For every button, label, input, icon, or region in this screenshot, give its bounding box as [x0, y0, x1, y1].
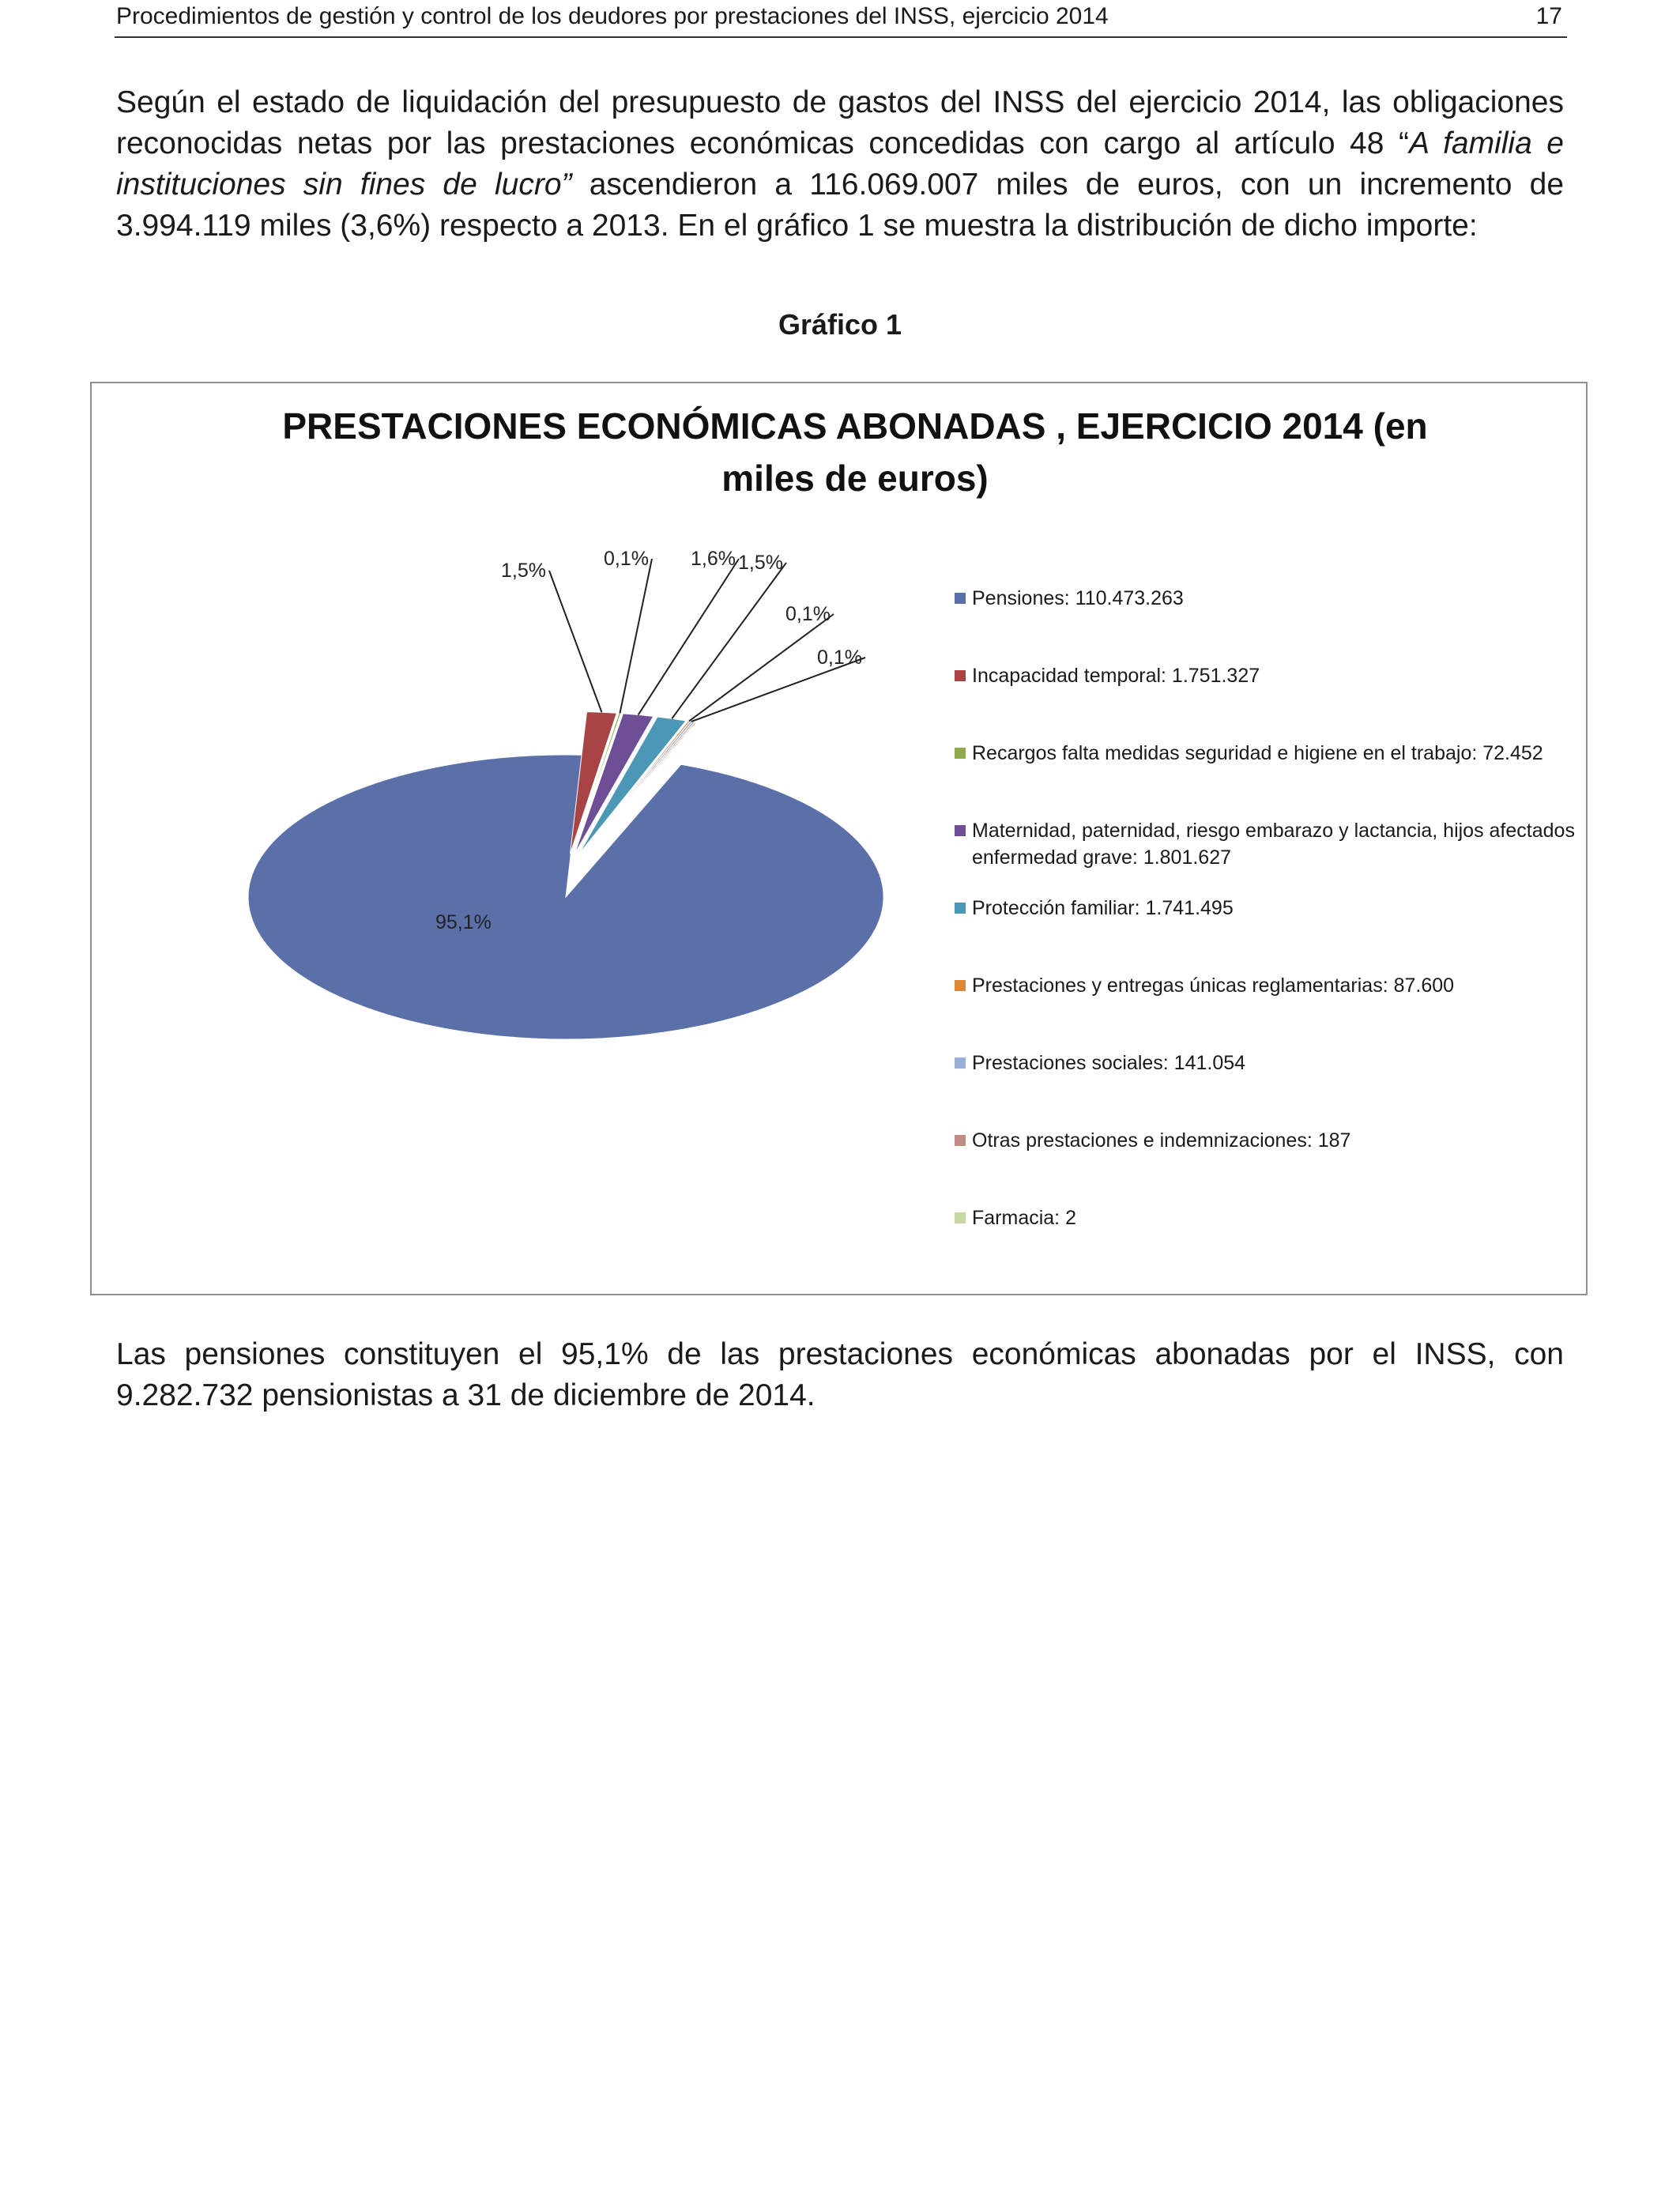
- legend-swatch: [955, 670, 966, 681]
- legend-swatch: [955, 1212, 966, 1223]
- legend-swatch: [955, 593, 966, 604]
- pie-leader-line: [672, 563, 786, 718]
- legend-item: [955, 740, 1579, 767]
- intro-italic: A familia e instituciones sin fines de lucro”: [116, 126, 1564, 202]
- pie-label: 0,1%: [604, 548, 649, 570]
- pie-slice: [248, 755, 883, 1039]
- intro-text-1: Según el estado de liquidación del presupuesto de gastos del INSS del ejercicio 2014, las obligaciones reconocidas netas por las prestaciones económicas concedidas con cargo al artículo 48 “: [116, 85, 1564, 160]
- legend-item: [955, 1050, 1579, 1076]
- chart-caption: Gráfico 1: [778, 308, 902, 341]
- pie-label: 0,1%: [817, 647, 862, 669]
- legend-swatch: [955, 1057, 966, 1069]
- legend-swatch: [955, 825, 966, 836]
- legend-label: Protección familiar: 1.741.495: [972, 897, 1234, 919]
- pie-label: 1,5%: [501, 560, 546, 582]
- legend-label: Prestaciones y entregas únicas reglamentarias: 87.600: [972, 974, 1455, 997]
- pie-leader-line: [638, 559, 739, 714]
- pie-label: 1,5%: [738, 552, 783, 574]
- legend-label: Farmacia: 2: [972, 1207, 1076, 1229]
- legend-label: Maternidad, paternidad, riesgo embarazo y lactancia, hijos afectados enfermedad grave: 1.801.627: [972, 820, 1575, 869]
- pie-leader-line: [549, 571, 602, 712]
- chart-frame: [90, 382, 1588, 1295]
- legend-item: [955, 662, 1579, 689]
- legend-swatch: [955, 903, 966, 914]
- legend-item: [955, 895, 1579, 922]
- header-title: Procedimientos de gestión y control de los deudores por prestaciones del INSS, ejercicio 2014: [116, 3, 1109, 29]
- legend-swatch: [955, 980, 966, 991]
- legend-item: [955, 585, 1579, 612]
- intro-paragraph: [116, 82, 1564, 247]
- pie-leader-line: [691, 658, 865, 722]
- legend-item: [955, 1204, 1579, 1231]
- pie-leader-line: [620, 559, 652, 714]
- legend-label: Pensiones: 110.473.263: [972, 587, 1184, 609]
- closing-paragraph: Las pensiones constituyen el 95,1% de las prestaciones económicas abonadas por el INSS, con 9.282.732 pensionistas a 31 de diciembre de 2014.: [116, 1337, 1564, 1412]
- intro-text-2: ascendieron a 116.069.007 miles de euros, con un incremento de 3.994.119 miles (3,6%) respecto a 2013. En el gráfico 1 se muestra la distribución de dicho importe:: [116, 168, 1565, 243]
- pie-label: 0,1%: [785, 603, 831, 625]
- legend-label: Incapacidad temporal: 1.751.327: [972, 665, 1260, 687]
- legend-label: Prestaciones sociales: 141.054: [972, 1052, 1246, 1074]
- legend-item: [955, 1127, 1579, 1154]
- page-header: [115, 0, 1567, 38]
- legend-label: Otras prestaciones e indemnizaciones: 187: [972, 1129, 1351, 1152]
- chart-title-line1: PRESTACIONES ECONÓMICAS ABONADAS , EJERCICIO 2014 (en: [282, 405, 1428, 447]
- legend-swatch: [955, 1135, 966, 1146]
- pie-leader-line: [689, 614, 834, 722]
- legend-item: [955, 972, 1579, 999]
- legend-swatch: [955, 748, 966, 759]
- legend-item: [955, 817, 1579, 871]
- pie-label: 1,6%: [691, 548, 736, 570]
- chart-title-line2: miles de euros): [721, 458, 989, 499]
- legend-label: Recargos falta medidas seguridad e higiene en el trabajo: 72.452: [972, 742, 1543, 764]
- pie-label: 95,1%: [435, 911, 492, 933]
- page-number: 17: [1535, 3, 1562, 29]
